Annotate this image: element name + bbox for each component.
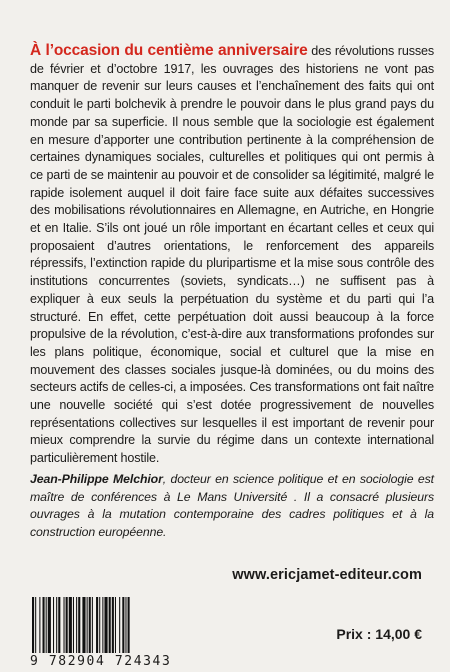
isbn-barcode (30, 597, 222, 655)
barcode-bar (104, 597, 107, 653)
barcode-bar (56, 597, 57, 653)
author-bio-text: , docteur en science politique et en sociologie est maître de conférences à Le Mans Université . Il a consacré plusieurs ouvrages à la mutation contemporaine des cadres politiques et à la construction européenne. (30, 472, 434, 539)
barcode-bar (115, 597, 116, 653)
barcode-bar (96, 597, 98, 653)
barcode-bar (87, 597, 88, 653)
barcode-bar (35, 597, 36, 653)
summary-lead: À l’occasion du centième anniversaire (30, 42, 308, 59)
author-name: Jean-Philippe Melchior (30, 472, 163, 486)
author-bio (30, 471, 434, 541)
isbn-number: 9 782904 724343 (30, 654, 172, 669)
barcode-bar (53, 597, 54, 653)
summary-paragraph (30, 42, 434, 468)
barcode-bar (64, 597, 65, 653)
barcode-bar (102, 597, 103, 653)
barcode-bar (92, 597, 93, 653)
barcode-graphic (30, 597, 222, 655)
barcode-bar (69, 597, 72, 653)
barcode-bar (119, 597, 120, 653)
barcode-bar (43, 597, 45, 653)
price: Prix : 14,00 € (336, 626, 422, 642)
barcode-bar (78, 597, 80, 653)
barcode-bar (48, 597, 51, 653)
barcode-bar (128, 597, 130, 653)
barcode-bar (76, 597, 77, 653)
barcode-bar (109, 597, 111, 653)
barcode-bar (46, 597, 47, 653)
barcode-bar (122, 597, 124, 653)
barcode-bar (125, 597, 126, 653)
barcode-bar (73, 597, 74, 653)
barcode-bar (112, 597, 114, 653)
barcode-bar (32, 597, 34, 653)
barcode-bar (66, 597, 68, 653)
barcode-bar (89, 597, 91, 653)
barcode-bar (58, 597, 60, 653)
barcode-bar (39, 597, 40, 653)
barcode-bar (99, 597, 100, 653)
publisher-website: www.ericjamet-editeur.com (232, 567, 422, 583)
barcode-bar (82, 597, 85, 653)
summary-text: des révolutions russes de février et d’octobre 1917, les ouvrages des historiens ne vont pas manquer de revenir sur leurs causes et l’enchaînement des faits qui ont conduit le parti bolchevik à prendre le pouvoir dans le plus grand pays du monde par sa superficie. Il nous semble que la sociologie est également en mesure d’apporter une contribution pertinente à la compréhension de certaines dynamiques sociales, culturelles et politiques qui ont permis à ce parti de se maintenir au pouvoir et de consolider sa légitimité, malgré le rapide isolement auquel il doit faire face suite aux défaites successives des mobilisations révolutionnaires en Allemagne, en Autriche, en Hongrie et en Italie. S’ils ont joué un rôle important en écartant celles et ceux qui proposaient d’autres orientations, le renforcement des appareils répressifs, l’extinction rapide du pluripartisme et la mise sous contrôle des institutions concurrentes (soviets, syndicats…) ne suffisent pas à expliquer à eux seuls la perpétuation du système et du parti qui l’a structuré. En effet, cette perpétuation doit aussi beaucoup à la force propulsive de la révolution, c’est-à-dire aux transformations profondes sur les plans politique, économique, social et culturel que la mise en mouvement des classes sociales jusque-là dominées, ou du moins des secteurs actifs de celles-ci, a imposées. Ces transformations ont fait naître une nouvelle société qui s’est dotée progressivement de nouvelles représentations collectives sur lesquelles il est important de revenir pour mieux comprendre la survie du régime dans un contexte international particulièrement hostile. (30, 44, 434, 466)
